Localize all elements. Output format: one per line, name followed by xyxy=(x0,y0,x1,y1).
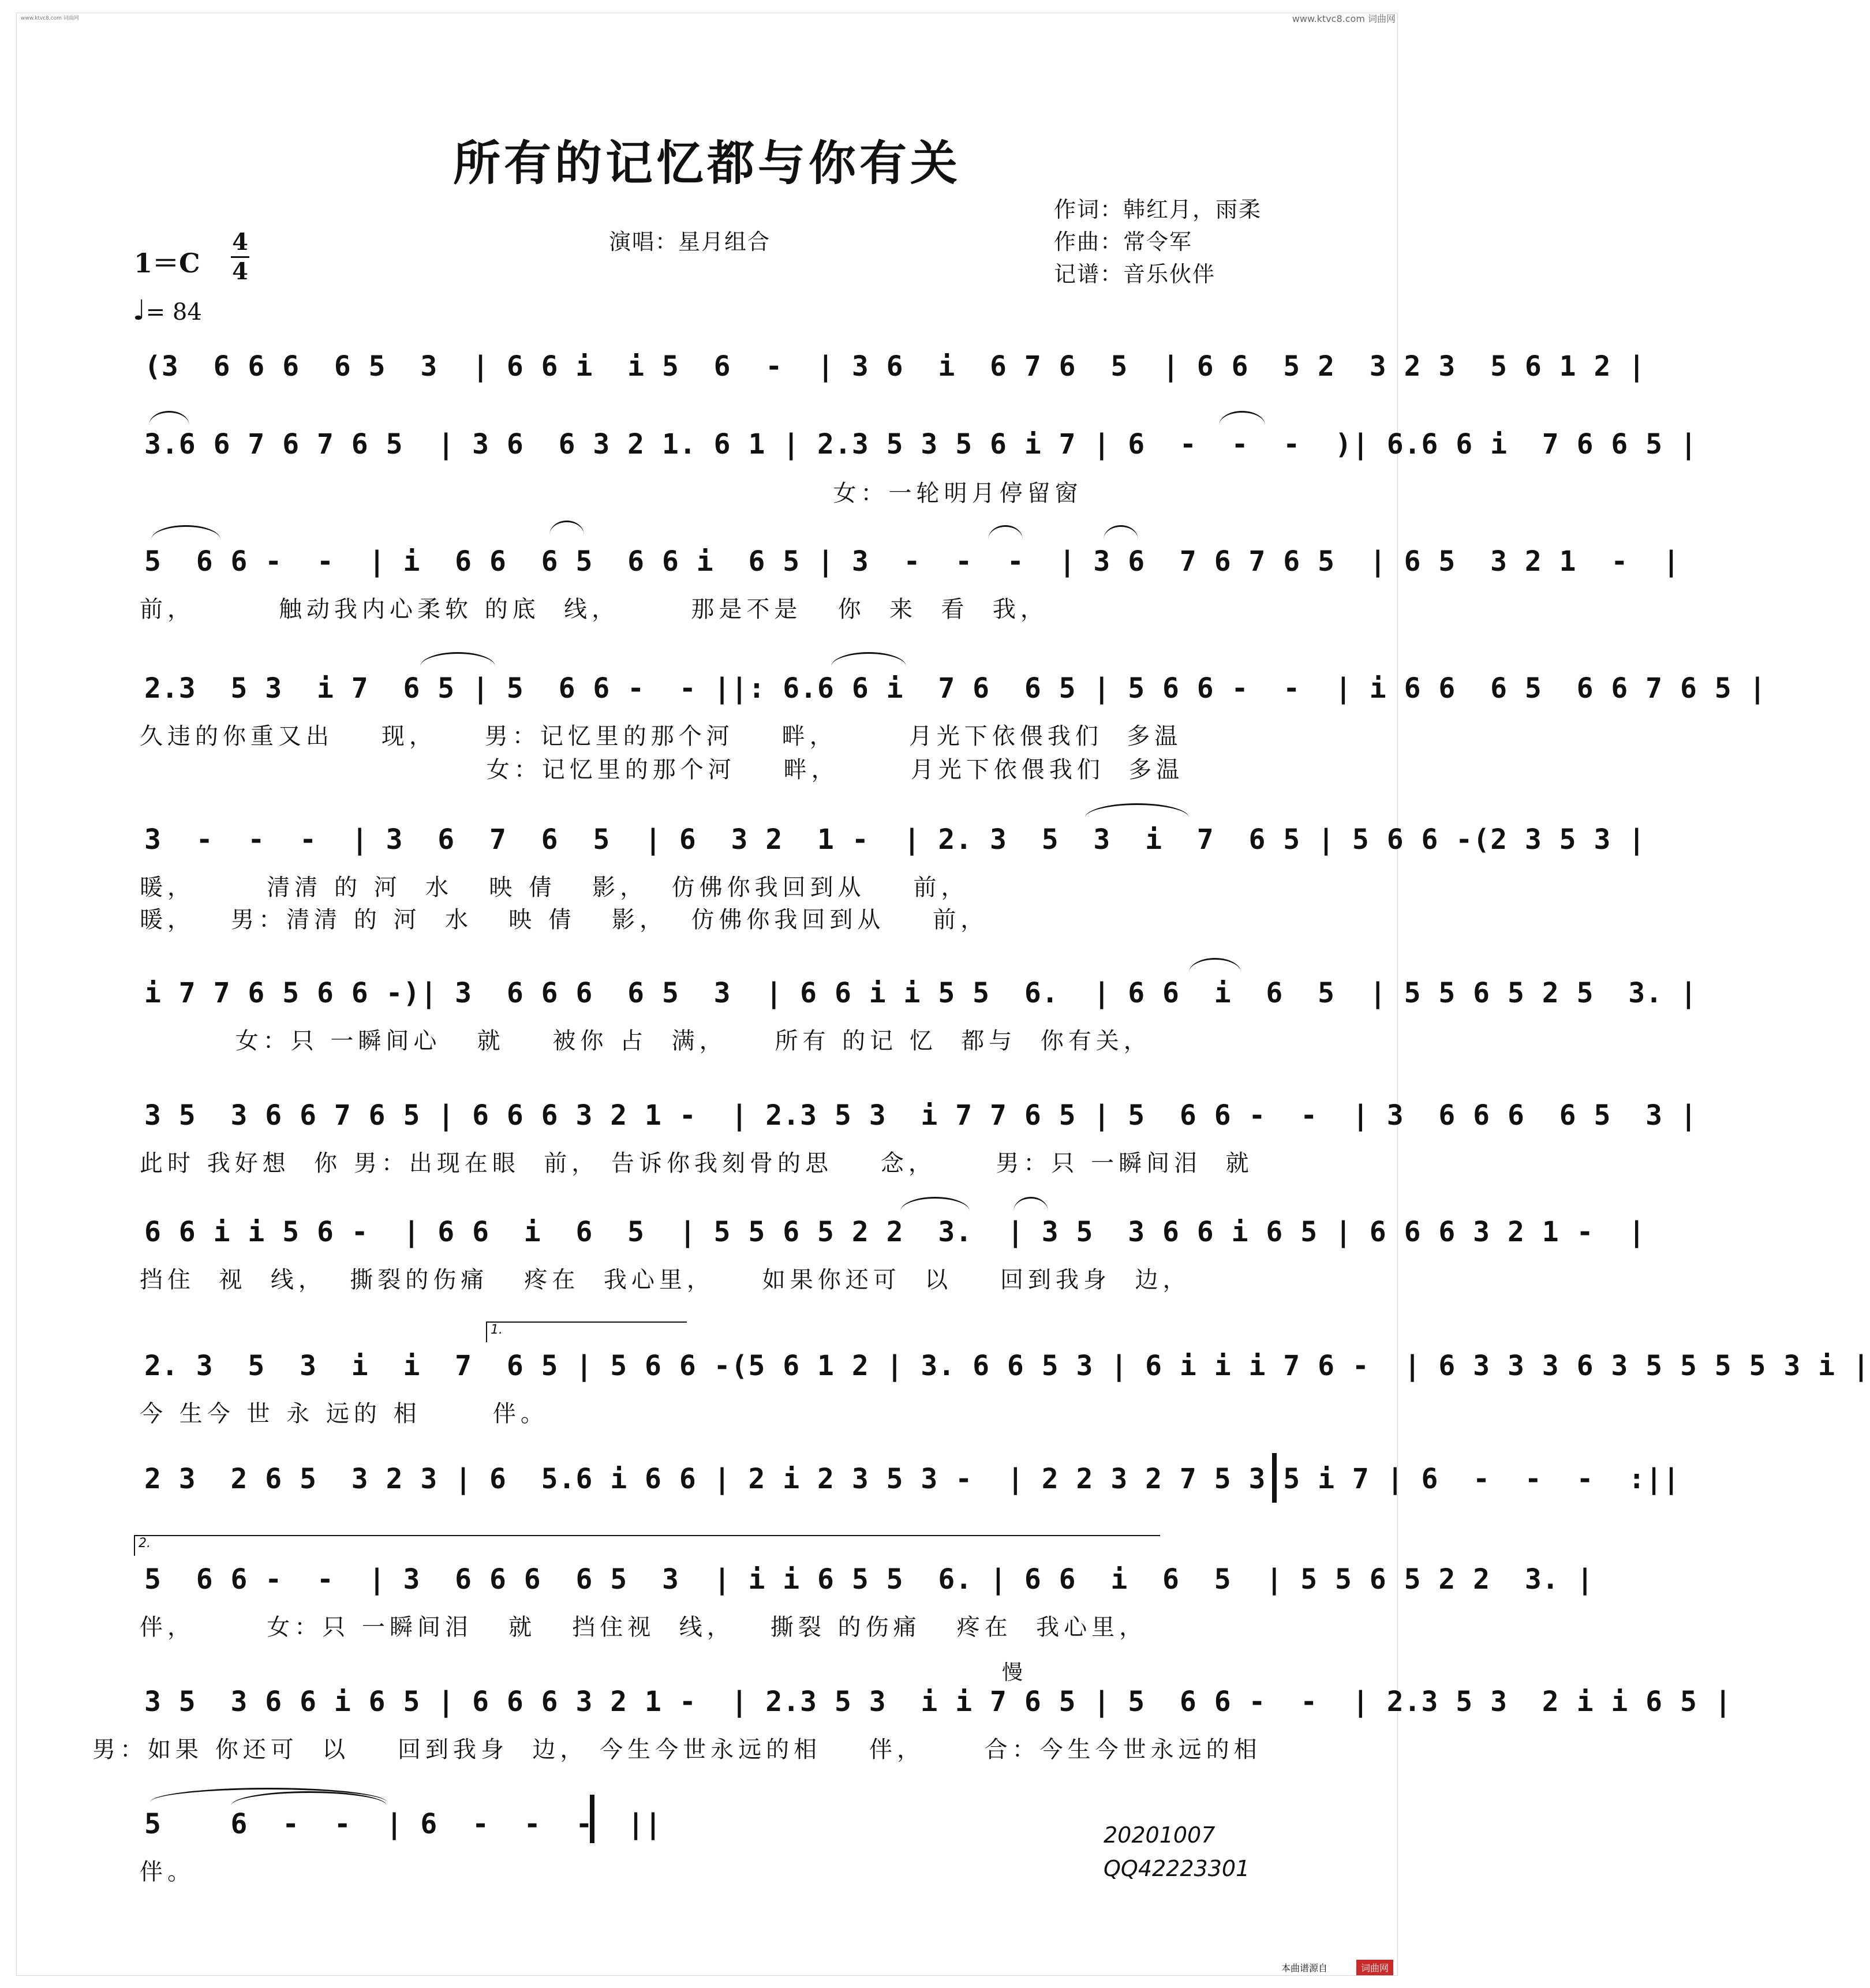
notation-line: 3 5 3 6 6 7 6 5 | 6 6 6 3 2 1 - | 2.3 5 3 i 7 7 6 5 | 5 6 6 - - | 3 6 6 6 6 5 3 | xyxy=(144,1099,1697,1132)
notation-line: 2.3 5 3 i 7 6 5 | 5 6 6 - - ||: 6.6 6 i 7 6 6 5 | 5 6 6 - - | i 6 6 6 5 6 6 7 6 5 | xyxy=(144,672,1767,705)
lyric-line: 男：如果 你还可 以 回到我身 边， 今生今世永远的相 伴， 合：今生今世永远的相 xyxy=(92,1736,1262,1763)
quarter-note-icon: ♩ xyxy=(133,294,146,327)
tempo-marking xyxy=(133,294,202,327)
notation-line: (3 6 6 6 6 5 3 | 6 6 i i 5 6 - | 3 6 i 6 7 6 5 | 6 6 5 2 3 2 3 5 6 1 2 | xyxy=(144,350,1646,383)
footer-source: 本曲谱源自 xyxy=(1281,1963,1328,1974)
lyric-line: 今 生今 世 永 远的 相 伴。 xyxy=(140,1401,548,1427)
date-stamp: 20201007 xyxy=(1104,1822,1216,1848)
notation-line: 3.6 6 7 6 7 6 5 | 3 6 6 3 2 1. 6 1 | 2.3 5 3 5 6 i 7 | 6 - - - )| 6.6 6 i 7 6 6 5 | xyxy=(144,428,1697,461)
lyric-line: 女：一轮明月停留窗 xyxy=(140,480,1083,507)
time-bottom: 4 xyxy=(232,258,248,285)
notation-line: 3 5 3 6 6 i 6 5 | 6 6 6 3 2 1 - | 2.3 5 3 i i 7 6 5 | 5 6 6 - - | 2.3 5 3 2 i i 6 5 | xyxy=(144,1686,1732,1718)
notation-line: 6 6 i i 5 6 - | 6 6 i 6 5 | 5 5 6 5 2 2 3. | 3 5 3 6 6 i 6 5 | 6 6 6 3 2 1 - | xyxy=(144,1216,1646,1248)
volta-1: 1. xyxy=(486,1321,687,1342)
footer-logo: 词曲网 xyxy=(1356,1960,1393,1975)
notation-line: 2 3 2 6 5 3 2 3 | 6 5.6 i 6 6 | 2 i 2 3 5 3 - | 2 2 3 2 7 5 3 5 i 7 | 6 - - - :|| xyxy=(144,1463,1680,1495)
notation-line: 5 6 6 - - | i 6 6 6 5 6 6 i 6 5 | 3 - - - | 3 6 7 6 7 6 5 | 6 5 3 2 1 - | xyxy=(144,545,1680,578)
lyric-line: 暖， 清清 的 河 水 映 倩 影， 仿佛你我回到从 前， xyxy=(140,874,969,901)
tempo-value: = 84 xyxy=(145,299,202,325)
repeat-end-barline xyxy=(1272,1453,1277,1503)
lyric-line-2: 暖， 男：清清 的 河 水 映 倩 影， 仿佛你我回到从 前， xyxy=(140,907,989,933)
notation-line: 5 6 - - | 6 - - - || xyxy=(144,1808,662,1840)
lyric-line: 伴， 女：只 一瞬间泪 就 挡住视 线， 撕裂 的伤痛 疼在 我心里， xyxy=(140,1614,1147,1641)
volta-2: 2. xyxy=(134,1535,1160,1556)
qq-stamp: QQ42223301 xyxy=(1104,1856,1250,1881)
lyric-line: 久违的你重又出 现， 男：记忆里的那个河 畔， 月光下依偎我们 多温 xyxy=(140,723,1183,750)
key-signature: 1＝C xyxy=(134,248,200,279)
notation-line: 5 6 6 - - | 3 6 6 6 6 5 3 | i i 6 5 5 6. | 6 6 i 6 5 | 5 5 6 5 2 2 3. | xyxy=(144,1563,1594,1596)
lyric-line: 前， 触动我内心柔软 的底 线， 那是不是 你 来 看 我， xyxy=(140,596,1048,623)
slow-marking: 慢 xyxy=(1002,1661,1023,1684)
lyric-line-2: 女：记忆里的那个河 畔， 月光下依偎我们 多温 xyxy=(140,757,1184,783)
lyric-line: 女：只 一瞬间心 就 被你 占 满， 所有 的记 忆 都与 你有关， xyxy=(140,1028,1151,1054)
notation-line: 2. 3 5 3 i i 7 6 5 | 5 6 6 -(5 6 1 2 | 3. 6 6 5 3 | 6 i i i 7 6 - | 6 3 3 3 6 3 5 5 5 5 3 i | xyxy=(144,1350,1870,1382)
time-signature xyxy=(229,230,252,284)
lyric-line: 伴。 xyxy=(140,1859,195,1885)
lyric-line: 此时 我好想 你 男：出现在眼 前， 告诉你我刻骨的思 念， 男：只 一瞬间泪 就 xyxy=(140,1150,1254,1177)
final-barline xyxy=(590,1795,594,1843)
lyric-line: 挡住 视 线， 撕裂的伤痛 疼在 我心里， 如果你还可 以 回到我身 边， xyxy=(140,1267,1191,1293)
site-watermark: www.ktvc8.com 词曲网 xyxy=(1292,13,1396,24)
singer: 演唱：星月组合 xyxy=(609,229,771,254)
composer: 作曲：常令军 xyxy=(1054,229,1193,254)
transcriber: 记谱：音乐伙伴 xyxy=(1054,261,1216,287)
notation-line: 3 - - - | 3 6 7 6 5 | 6 3 2 1 - | 2. 3 5 3 i 7 6 5 | 5 6 6 -(2 3 5 3 | xyxy=(144,823,1646,856)
time-top: 4 xyxy=(232,229,248,256)
site-watermark-small: www.ktvc8.com 词曲网 xyxy=(21,16,79,21)
notation-line: i 7 7 6 5 6 6 -)| 3 6 6 6 6 5 3 | 6 6 i i 5 5 6. | 6 6 i 6 5 | 5 5 6 5 2 5 3. | xyxy=(144,977,1697,1009)
song-title: 所有的记忆都与你有关 xyxy=(452,136,961,191)
lyricist: 作词：韩红月，雨柔 xyxy=(1054,197,1262,222)
